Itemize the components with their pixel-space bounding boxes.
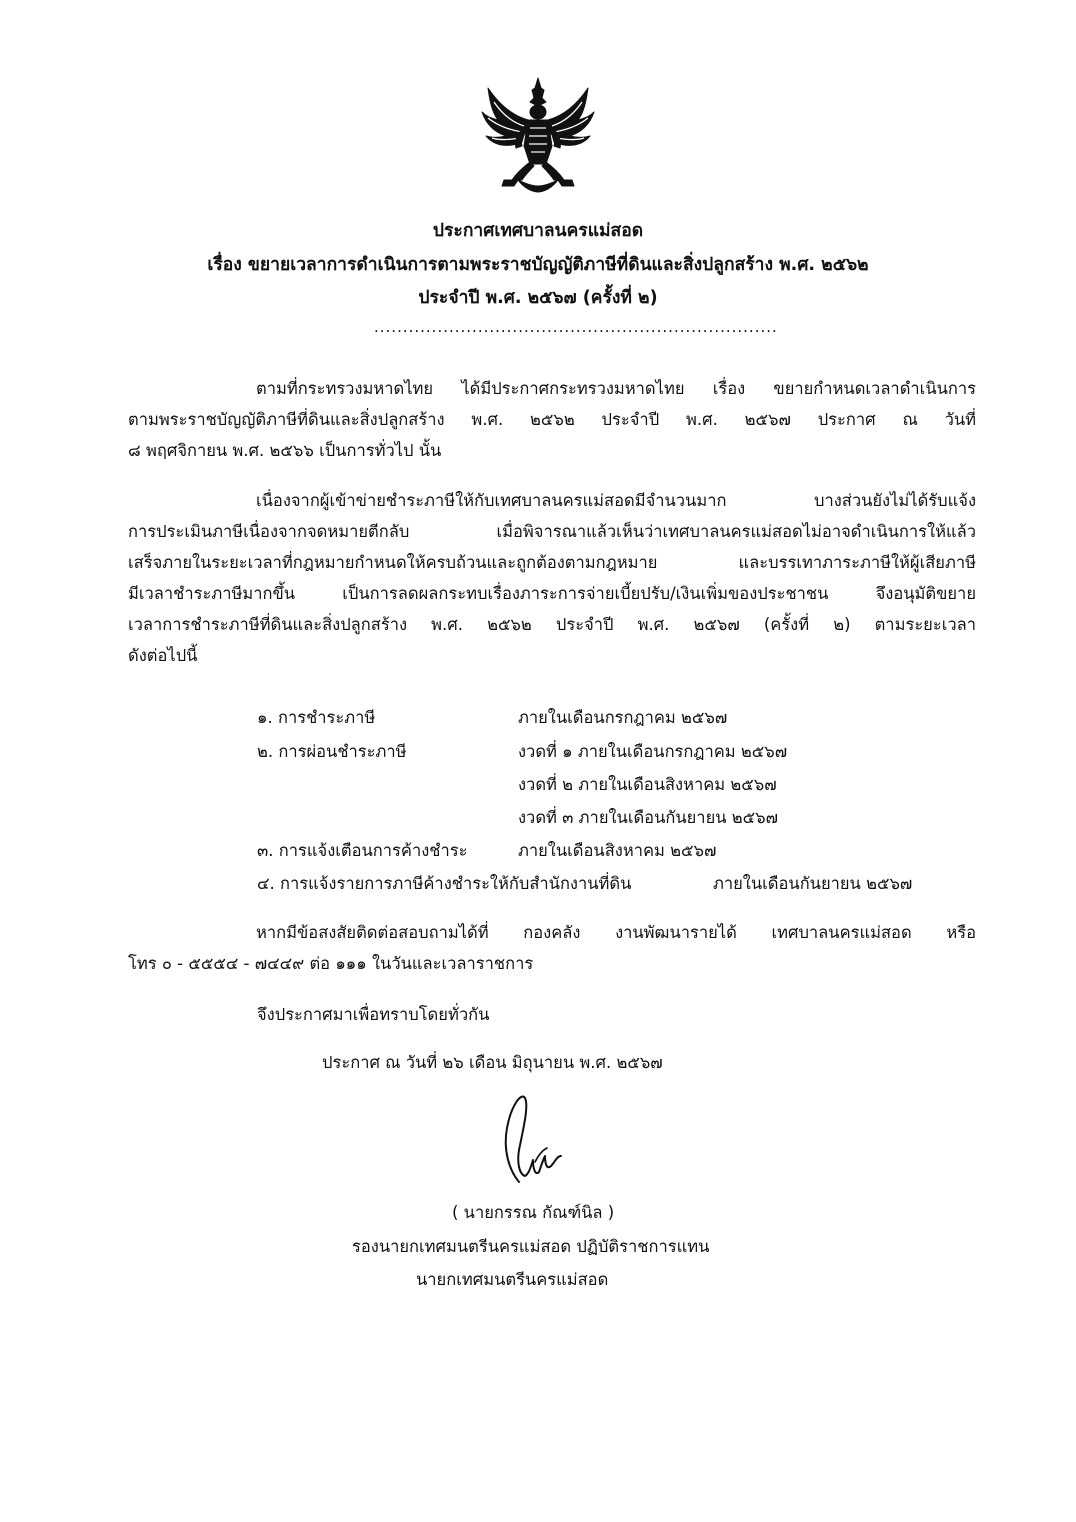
signatory-name: ( นายกรรณ กัณฑ์นิล ) — [452, 1203, 615, 1222]
announcement-subject: เรื่อง ขยายเวลาการดำเนินการตามพระราชบัญญัติภาษีที่ดินและสิ่งปลูกสร้าง พ.ศ. ๒๕๖๒ — [207, 255, 869, 275]
paragraph-line: มีเวลาชำระภาษีมากขึ้น เป็นการลดผลกระทบเรื่องภาระการจ่ายเบี้ยปรับ/เงินเพิ่มของประชาชน จึงอนุมัติขยาย — [128, 584, 976, 603]
announcement-date: ประกาศ ณ วันที่ ๒๖ เดือน มิถุนายน พ.ศ. ๒๕๖๗ — [322, 1053, 663, 1072]
announcement-year: ประจำปี พ.ศ. ๒๕๖๗ (ครั้งที่ ๒) — [418, 288, 658, 308]
paragraph-line: เสร็จภายในระยะเวลาที่กฎหมายกำหนดให้ครบถ้วนและถูกต้องตามกฎหมาย และบรรเทาภาระภาษีให้ผู้เสียภาษี — [128, 553, 976, 572]
schedule-item-4-label: ๔. การแจ้งรายการภาษีค้างชำระให้กับสำนักงานที่ดิน — [257, 874, 632, 893]
handwritten-signature-icon — [495, 1090, 575, 1190]
installment-1: งวดที่ ๑ ภายในเดือนกรกฎาคม ๒๕๖๗ — [518, 742, 788, 761]
separator-line: ...................................................................... — [374, 318, 778, 336]
paragraph-line: หากมีข้อสงสัยติดต่อสอบถามได้ที่ กองคลัง งานพัฒนารายได้ เทศบาลนครแม่สอด หรือ — [256, 923, 976, 942]
schedule-item-3-label: ๓. การแจ้งเตือนการค้างชำระ — [257, 841, 468, 860]
paragraph-intro — [128, 373, 976, 466]
schedule-item-1-period: ภายในเดือนกรกฎาคม ๒๕๖๗ — [518, 708, 728, 727]
schedule-item-3-period: ภายในเดือนสิงหาคม ๒๕๖๗ — [518, 841, 717, 860]
paragraph-line: เวลาการชำระภาษีที่ดินและสิ่งปลูกสร้าง พ.ศ. ๒๕๖๒ ประจำปี พ.ศ. ๒๕๖๗ (ครั้งที่ ๒) ตามระยะเวลา — [128, 615, 976, 634]
signatory-position: รองนายกเทศมนตรีนครแม่สอด ปฏิบัติราชการแทน — [352, 1237, 710, 1256]
paragraph-line: ดังต่อไปนี้ — [128, 646, 198, 665]
paragraph-line: ๘ พฤศจิกายน พ.ศ. ๒๕๖๖ เป็นการทั่วไป นั้น — [128, 441, 442, 460]
schedule-item-1-label: ๑. การชำระภาษี — [257, 708, 376, 727]
installment-3: งวดที่ ๓ ภายในเดือนกันยายน ๒๕๖๗ — [518, 808, 779, 827]
closing-statement: จึงประกาศมาเพื่อทราบโดยทั่วกัน — [257, 1005, 490, 1024]
paragraph-contact — [128, 917, 976, 979]
paragraph-line: การประเมินภาษีเนื่องจากจดหมายตีกลับ เมื่อพิจารณาแล้วเห็นว่าเทศบาลนครแม่สอดไม่อาจดำเนินการให้แล้ว — [128, 522, 976, 541]
paragraph-line: เนื่องจากผู้เข้าข่ายชำระภาษีให้กับเทศบาลนครแม่สอดมีจำนวนมาก บางส่วนยังไม่ได้รับแจ้ง — [256, 491, 976, 510]
paragraph-line: ตามที่กระทรวงมหาดไทย ได้มีประกาศกระทรวงมหาดไทย เรื่อง ขยายกำหนดเวลาดำเนินการ — [256, 379, 976, 398]
paragraph-line: ตามพระราชบัญญัติภาษีที่ดินและสิ่งปลูกสร้าง พ.ศ. ๒๕๖๒ ประจำปี พ.ศ. ๒๕๖๗ ประกาศ ณ วันที่ — [128, 410, 976, 429]
schedule-item-2-label: ๒. การผ่อนชำระภาษี — [257, 742, 407, 761]
paragraph-line: โทร ๐ - ๕๕๕๔ - ๗๔๔๙ ต่อ ๑๑๑ ในวันและเวลาราชการ — [128, 954, 534, 973]
installment-2: งวดที่ ๒ ภายในเดือนสิงหาคม ๒๕๖๗ — [518, 775, 777, 794]
paragraph-reason — [128, 485, 976, 671]
garuda-emblem-icon — [478, 76, 598, 194]
schedule-item-4-period: ภายในเดือนกันยายน ๒๕๖๗ — [713, 874, 913, 893]
signatory-position-sub: นายกเทศมนตรีนครแม่สอด — [416, 1270, 609, 1289]
announcement-title: ประกาศเทศบาลนครแม่สอด — [432, 221, 644, 241]
